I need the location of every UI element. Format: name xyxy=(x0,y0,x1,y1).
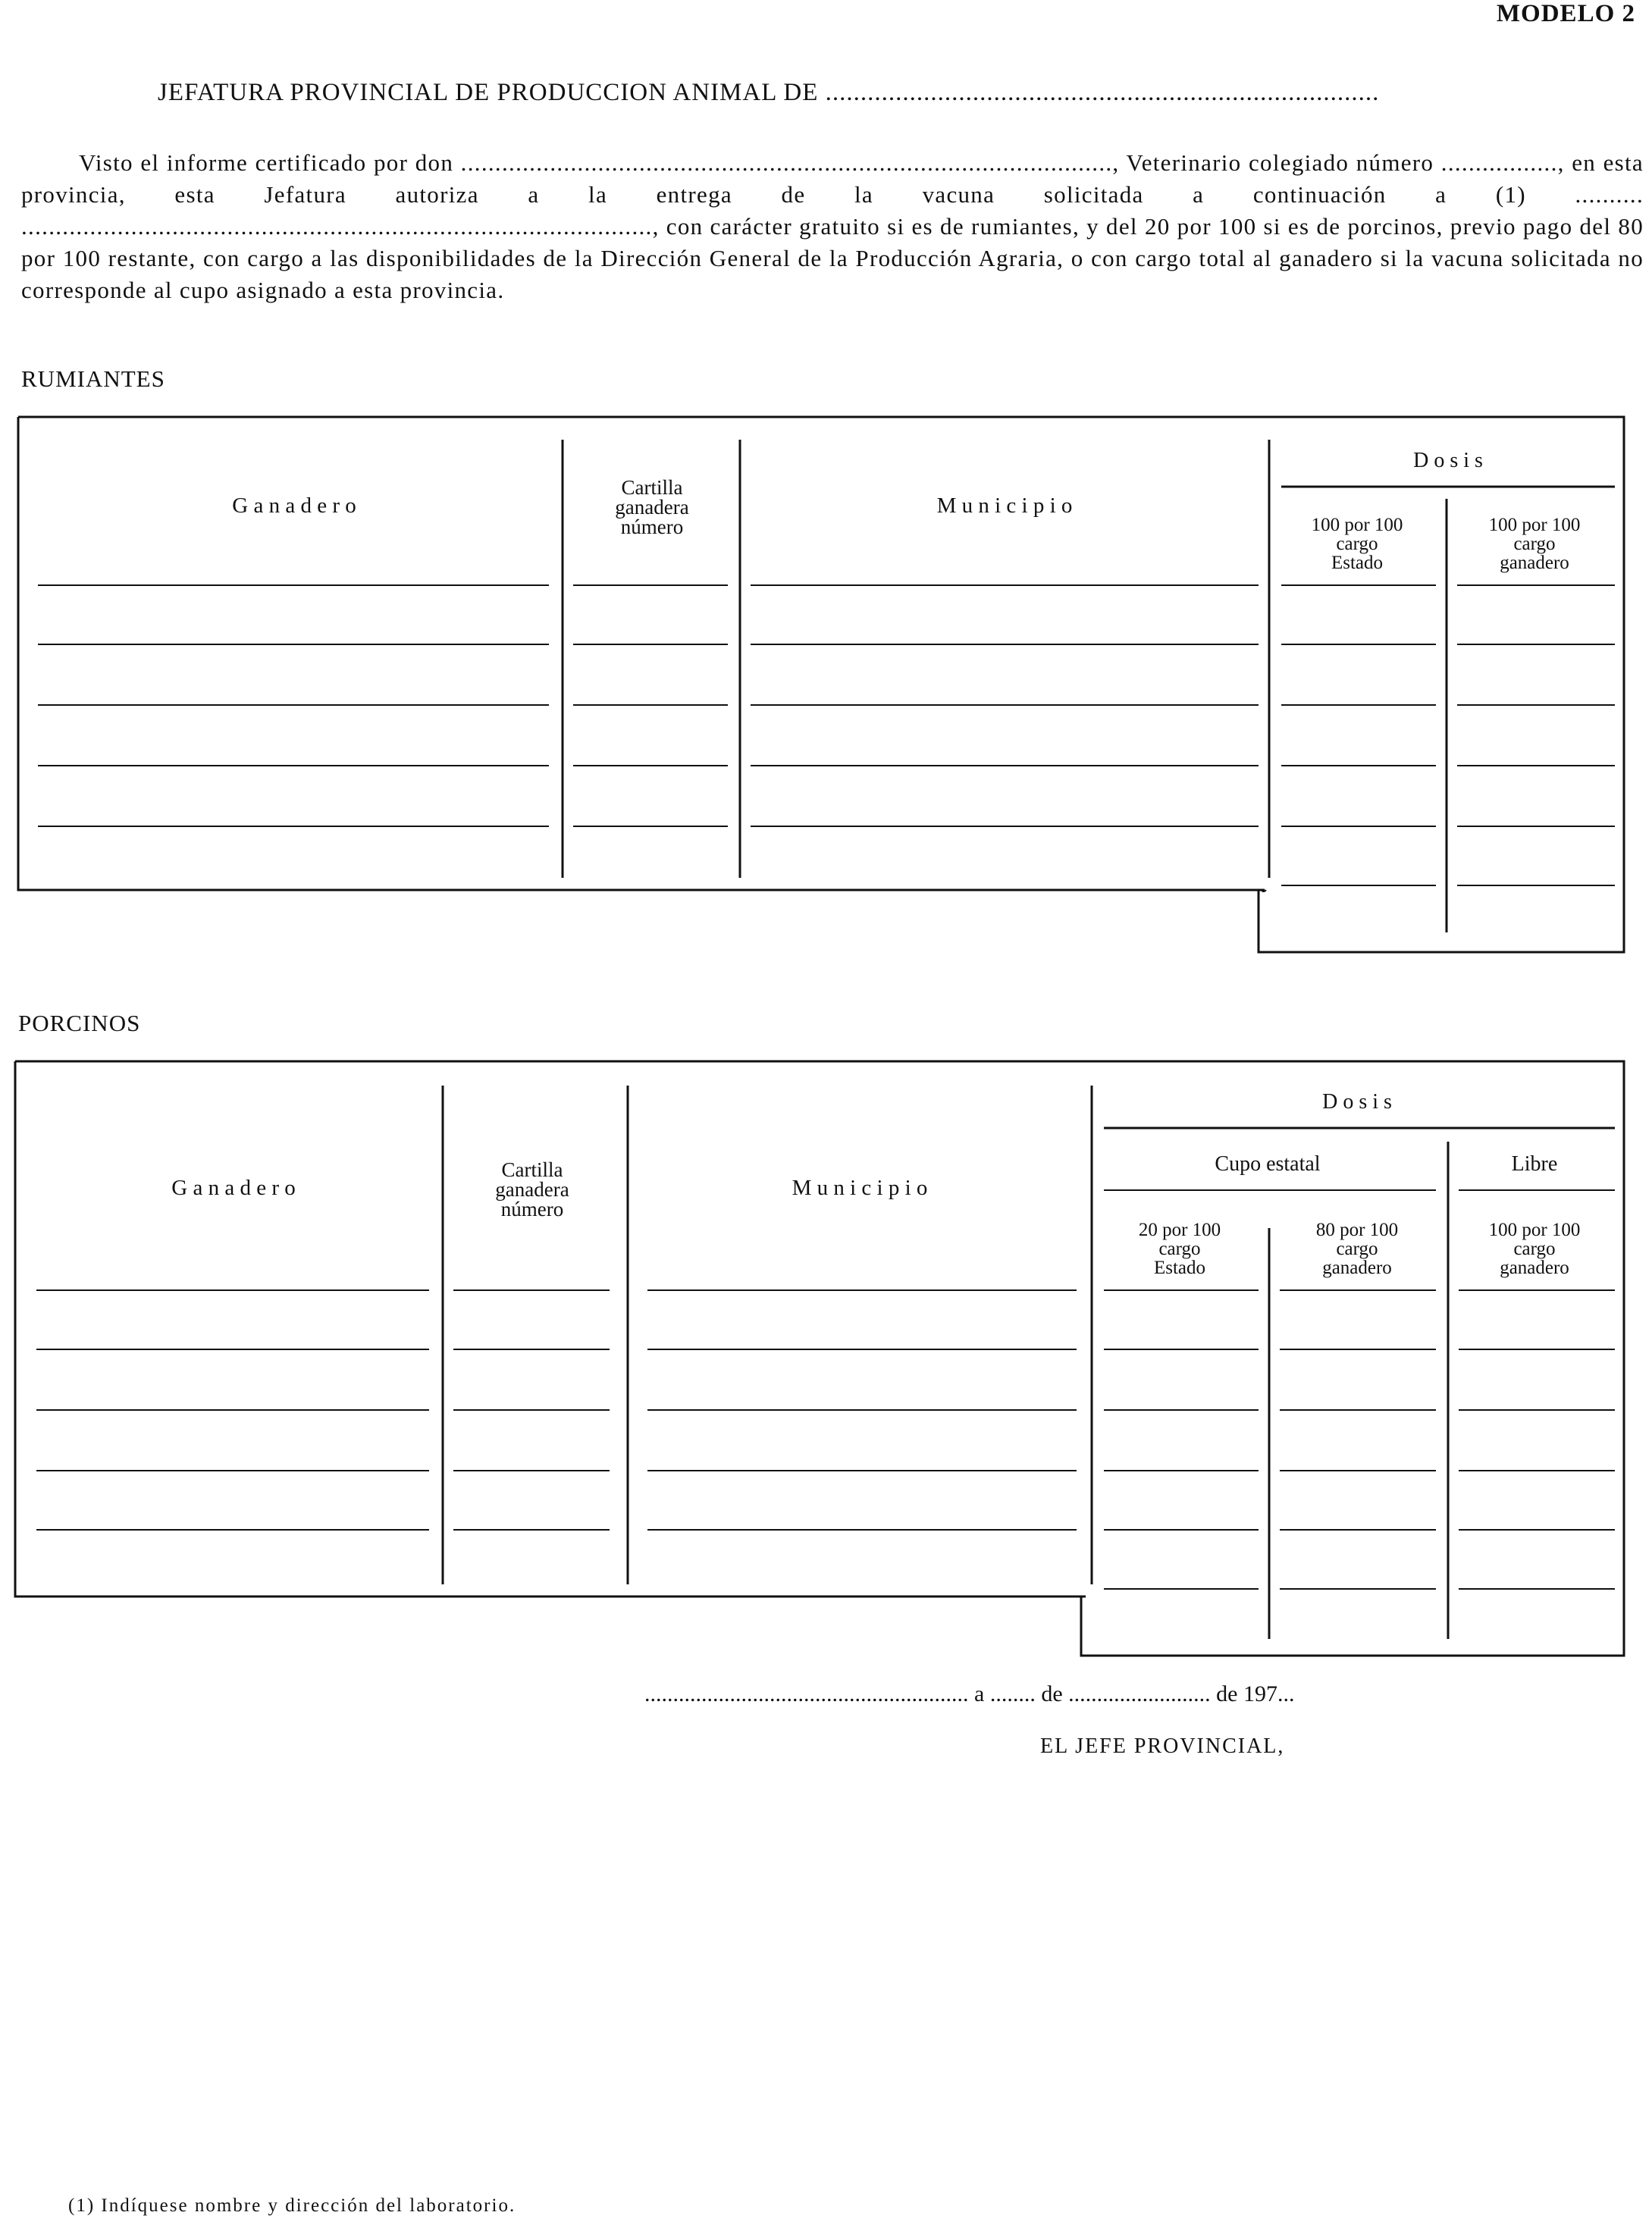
por-col-ganadero80-1: 80 por 100 xyxy=(1315,1220,1399,1240)
intro-paragraph xyxy=(21,147,1644,306)
por-col-ganadero100-3: ganadero xyxy=(1500,1258,1569,1278)
model-label: MODELO 2 xyxy=(1496,0,1635,27)
por-col-ganadero80-2: cargo xyxy=(1336,1239,1378,1259)
por-col-cartilla-3: número xyxy=(500,1198,564,1220)
rum-col-estado-3: Estado xyxy=(1331,553,1384,573)
rum-col-estado-1: 100 por 100 xyxy=(1311,515,1403,535)
por-col-estado20-1: 20 por 100 xyxy=(1138,1220,1221,1240)
por-col-cupo-estatal: Cupo estatal xyxy=(1215,1152,1321,1176)
rum-col-estado-2: cargo xyxy=(1336,534,1378,554)
rum-col-cartilla-2: ganadera xyxy=(615,496,689,519)
rumiantes-label: RUMIANTES xyxy=(21,365,165,392)
rumiantes-table xyxy=(0,409,1652,970)
rum-col-ganadero-1: 100 por 100 xyxy=(1488,515,1581,535)
rum-col-ganadero-3: ganadero xyxy=(1500,553,1569,573)
por-col-ganadero100-1: 100 por 100 xyxy=(1488,1220,1581,1240)
rum-col-dosis: D o s i s xyxy=(1413,449,1483,472)
por-col-libre: Libre xyxy=(1511,1152,1558,1176)
por-col-cartilla-1: Cartilla xyxy=(501,1158,563,1181)
footnote: (1) Indíquese nombre y dirección del laboratorio. xyxy=(68,2195,516,2216)
page-heading: JEFATURA PROVINCIAL DE PRODUCCION ANIMAL DE ............................................................................... xyxy=(158,79,1380,106)
por-col-cartilla-2: ganadera xyxy=(495,1178,569,1201)
por-col-estado20-2: cargo xyxy=(1158,1239,1201,1259)
por-col-dosis: D o s i s xyxy=(1322,1090,1392,1114)
por-col-ganadero: G a n a d e r o xyxy=(171,1176,296,1200)
porcinos-label: PORCINOS xyxy=(18,1010,141,1036)
por-col-ganadero100-2: cargo xyxy=(1513,1239,1556,1259)
rum-col-ganadero-2: cargo xyxy=(1513,534,1556,554)
intro-text: Visto el informe certificado por don ..............................................................................................., Veterinario colegiado número ................., en esta provincia, esta Jefatura autoriza a la entrega de la vacuna solicitada a continuación a (1) .......... ............................................................................................, con carácter gratuito si es de rumiantes, y del 20 por 100 si es de porcinos, previo pago del 80 por 100 restante, con cargo a las disponibilidades de la Dirección General de la Producción Agraria, o con cargo total al ganadero si la vacuna solicitada no corresponde al cupo asignado a esta provincia. xyxy=(21,149,1644,303)
porcinos-table xyxy=(0,1054,1652,1668)
rum-col-cartilla-1: Cartilla xyxy=(621,476,683,499)
rum-col-ganadero: G a n a d e r o xyxy=(232,494,356,518)
jefe-provincial: EL JEFE PROVINCIAL, xyxy=(1040,1734,1285,1758)
date-line: ......................................................... a ........ de ......................... de 197... xyxy=(644,1681,1295,1706)
por-col-municipio: M u n i c i p i o xyxy=(792,1176,928,1200)
rum-col-cartilla-3: número xyxy=(620,515,684,538)
por-col-estado20-3: Estado xyxy=(1153,1258,1206,1278)
rum-col-municipio: M u n i c i p i o xyxy=(936,494,1073,518)
por-col-ganadero80-3: ganadero xyxy=(1322,1258,1392,1278)
